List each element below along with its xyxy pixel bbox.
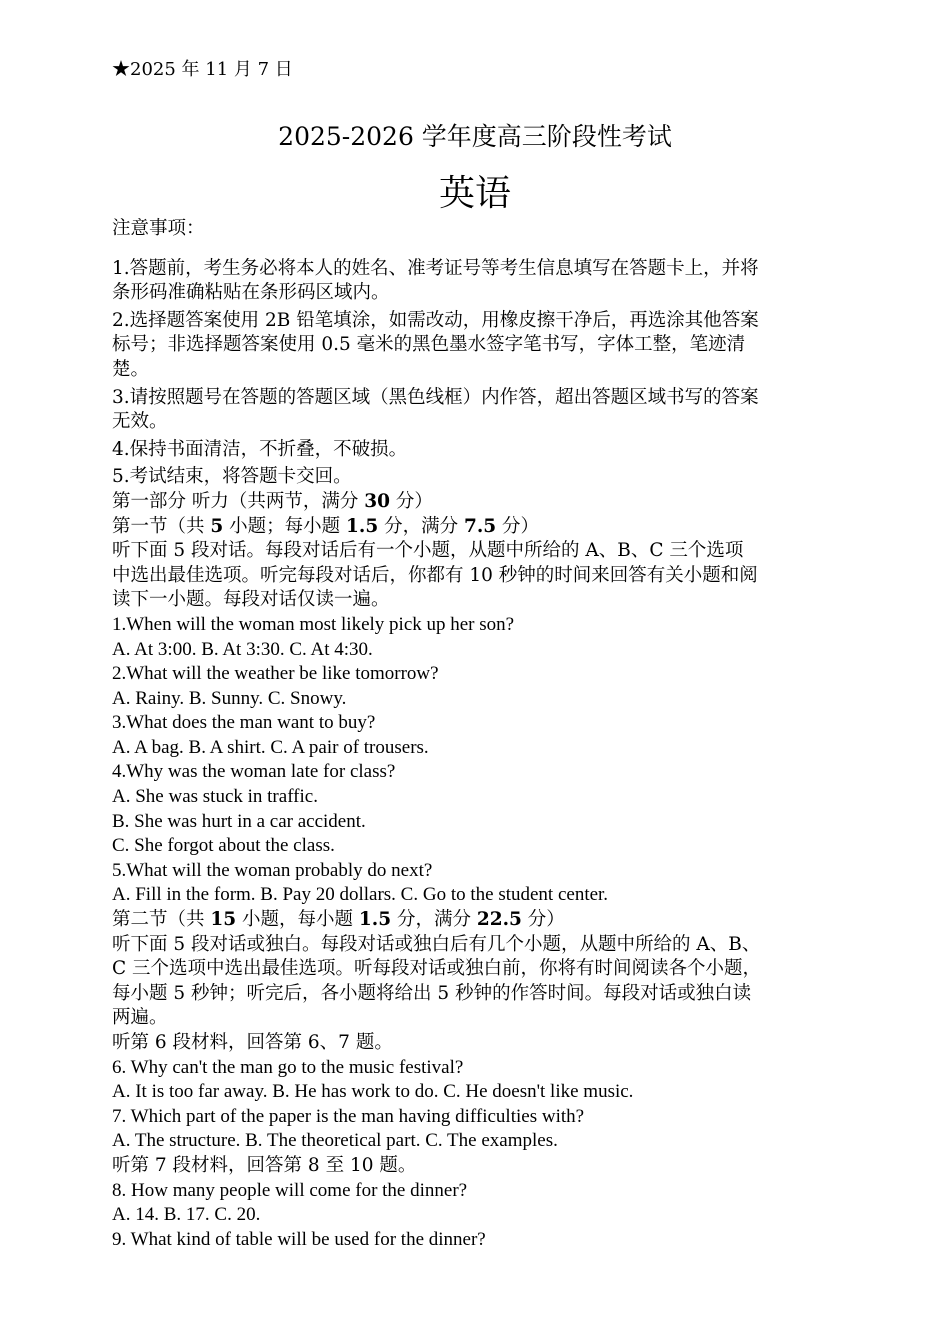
question-1-options: A. At 3:00. B. At 3:30. C. At 4:30. bbox=[112, 638, 373, 660]
question-7-options: A. The structure. B. The theoretical part. C. The examples. bbox=[112, 1130, 558, 1152]
section-1-heading: 第一节（共 5 小题；每小题 1.5 分，满分 7.5 分） bbox=[112, 515, 540, 537]
material-7-heading: 听第 7 段材料，回答第 8 至 10 题。 bbox=[112, 1154, 417, 1176]
notice-item-2-line-2: 标号；非选择题答案使用 0.5 毫米的黑色墨水签字笔书写，字体工整，笔迹清 bbox=[112, 334, 746, 356]
question-4: 4.Why was the woman late for class? bbox=[112, 761, 396, 783]
exam-subject: 英语 bbox=[438, 173, 511, 214]
notice-item-5: 5.考试结束，将答题卡交回。 bbox=[112, 466, 352, 488]
question-1: 1.When will the woman most likely pick up her son? bbox=[112, 613, 515, 635]
question-8-options: A. 14. B. 17. C. 20. bbox=[112, 1204, 261, 1226]
notice-item-3-line-1: 3.请按照题号在答题的答题区域（黑色线框）内作答，超出答题区域书写的答案 bbox=[112, 386, 759, 408]
notice-item-1-line-2: 条形码准确粘贴在条形码区域内。 bbox=[112, 282, 390, 304]
exam-date: ★2025 年 11 月 7 日 bbox=[112, 59, 293, 80]
notice-heading: 注意事项： bbox=[112, 218, 205, 239]
question-2-options: A. Rainy. B. Sunny. C. Snowy. bbox=[112, 687, 347, 709]
notice-item-2-line-1: 2.选择题答案使用 2B 铅笔填涂，如需改动，用橡皮擦干净后，再选涂其他答案 bbox=[112, 309, 759, 331]
section-2-instruction-line-1: 听下面 5 段对话或独白。每段对话或独白后有几个小题，从题中所给的 A、B、 bbox=[112, 933, 761, 955]
section-1-instruction-line-3: 读下一小题。每段对话仅读一遍。 bbox=[112, 589, 390, 611]
question-2: 2.What will the weather be like tomorrow? bbox=[112, 663, 439, 685]
question-5-options: A. Fill in the form. B. Pay 20 dollars. C. Go to the student center. bbox=[112, 884, 609, 906]
question-8: 8. How many people will come for the dinner? bbox=[112, 1179, 468, 1201]
question-9: 9. What kind of table will be used for the dinner? bbox=[112, 1228, 486, 1250]
question-5: 5.What will the woman probably do next? bbox=[112, 859, 433, 881]
question-6-options: A. It is too far away. B. He has work to do. C. He doesn't like music. bbox=[112, 1081, 634, 1103]
question-3-options: A. A bag. B. A shirt. C. A pair of trousers. bbox=[112, 736, 429, 758]
material-6-heading: 听第 6 段材料，回答第 6、7 题。 bbox=[112, 1032, 393, 1053]
question-6: 6. Why can't the man go to the music festival? bbox=[112, 1056, 464, 1078]
part-1-heading: 第一部分 听力（共两节，满分 30 分） bbox=[112, 490, 433, 512]
exam-content bbox=[112, 217, 840, 1252]
question-4-option-a: A. She was stuck in traffic. bbox=[112, 786, 318, 808]
notice-item-4: 4.保持书面清洁，不折叠，不破损。 bbox=[112, 438, 408, 460]
notice-item-1-line-1: 1.答题前，考生务必将本人的姓名、准考证号等考生信息填写在答题卡上，并将 bbox=[112, 257, 759, 279]
question-4-option-c: C. She forgot about the class. bbox=[112, 835, 335, 857]
question-3: 3.What does the man want to buy? bbox=[112, 712, 376, 734]
notice-item-3-line-2: 无效。 bbox=[112, 411, 168, 433]
section-2-heading: 第二节（共 15 小题，每小题 1.5 分，满分 22.5 分） bbox=[112, 909, 565, 931]
question-4-option-b: B. She was hurt in a car accident. bbox=[112, 810, 366, 832]
section-2-instruction-line-4: 两遍。 bbox=[112, 1007, 168, 1029]
section-1-instruction-line-2: 中选出最佳选项。听完每段对话后，你都有 10 秒钟的时间来回答有关小题和阅 bbox=[112, 564, 758, 586]
question-7: 7. Which part of the paper is the man having difficulties with? bbox=[112, 1105, 585, 1127]
section-1-instruction-line-1: 听下面 5 段对话。每段对话后有一个小题，从题中所给的 A、B、C 三个选项 bbox=[112, 540, 744, 562]
section-2-instruction-line-3: 每小题 5 秒钟；听完后，各小题将给出 5 秒钟的作答时间。每段对话或独白读 bbox=[112, 982, 752, 1004]
section-2-instruction-line-2: C 三个选项中选出最佳选项。听每段对话或独白前，你将有时间阅读各个小题， bbox=[112, 958, 762, 980]
notice-item-2-line-3: 楚。 bbox=[112, 358, 150, 380]
exam-title: 2025-2026 学年度高三阶段性考试 bbox=[278, 122, 672, 151]
